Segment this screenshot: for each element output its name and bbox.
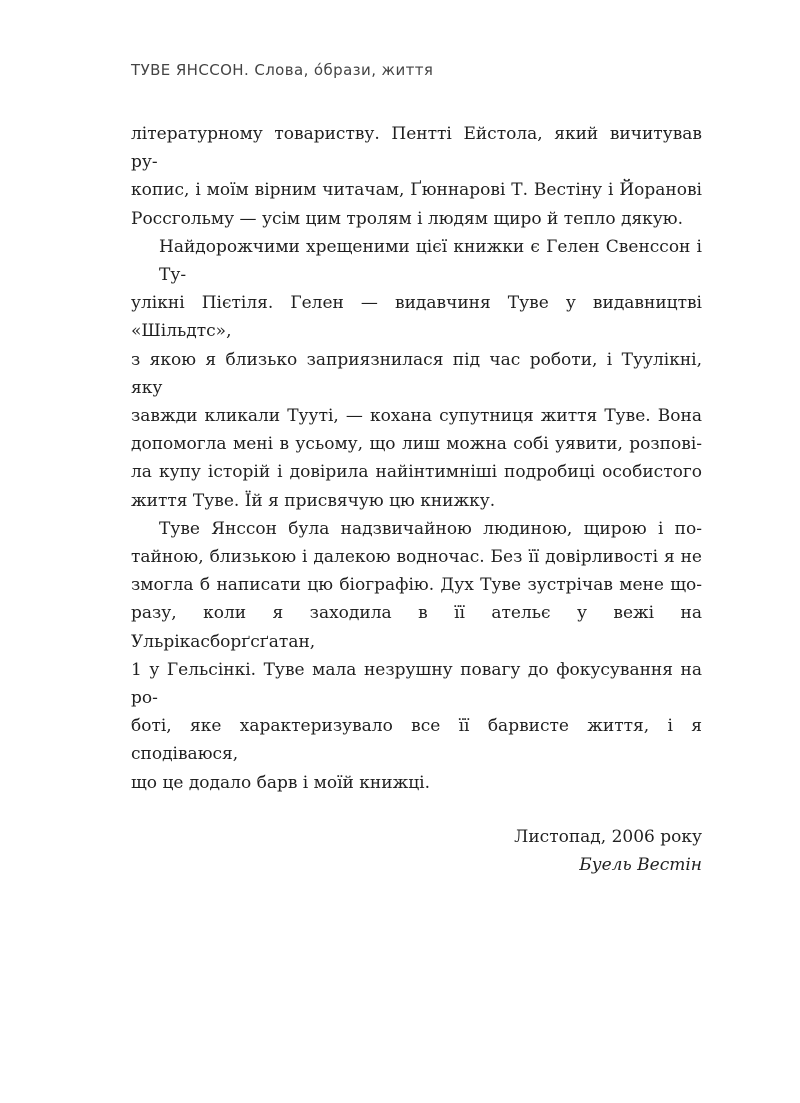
text-line: змогла б написати цю біографію. Дух Туве зустрічав мене що- bbox=[131, 575, 702, 596]
running-head bbox=[131, 61, 433, 79]
running-head-author: ТУВЕ ЯНССОН bbox=[131, 61, 244, 79]
text-line: тайною, близькою і далекою водночас. Без її довірливості я не bbox=[131, 547, 702, 568]
paragraph-tove bbox=[131, 515, 702, 797]
text-line: разу, коли я заходила в її ательє у вежі на Ульрікасборґсґатан, bbox=[131, 603, 702, 652]
text-line: Туве Янссон була надзвичайною людиною, щирою і по- bbox=[159, 518, 702, 539]
signoff-name: Буель Вестін bbox=[579, 855, 702, 876]
text-line: завжди кликали Тууті, — кохана супутниця життя Туве. Вона bbox=[131, 406, 702, 427]
text-line: улікні Пієтіля. Гелен — видавчиня Туве у видавництві «Шільдтс», bbox=[131, 293, 702, 342]
paragraph-godparents bbox=[131, 233, 702, 515]
text-line: що це додало барв і моїй книжці. bbox=[131, 772, 430, 793]
text-line: Россгольму — усім цим тролям і людям щиро й тепло дякую. bbox=[131, 208, 684, 229]
spacer bbox=[131, 797, 702, 823]
text-line: життя Туве. Їй я присвячую цю книжку. bbox=[131, 490, 496, 511]
paragraph-acknowledgements bbox=[131, 120, 702, 233]
body-text bbox=[131, 120, 702, 879]
text-line: літературному товариству. Пентті Ейстола, який вичитував ру- bbox=[131, 124, 702, 173]
text-line: Найдорожчими хрещеними цієї книжки є Гелен Свенссон і Ту- bbox=[159, 236, 702, 286]
running-head-subtitle: . Слова, о́брази, життя bbox=[243, 61, 434, 79]
text-line: з якою я близько заприязнилася під час роботи, і Туулікні, яку bbox=[131, 349, 702, 398]
text-line: 1 у Гельсінкі. Туве мала незрушну повагу до фокусування на ро- bbox=[131, 659, 702, 709]
signoff bbox=[131, 823, 702, 879]
text-line: боті, яке характеризувало все її барвисте життя, і я сподіваюся, bbox=[131, 716, 702, 765]
text-line: копис, і моїм вірним читачам, Ґюннарові Т. Вестіну і Йоранові bbox=[131, 180, 702, 201]
signoff-date: Листопад, 2006 року bbox=[514, 826, 702, 847]
text-line: ла купу історій і довірила найінтимніші подробиці особистого bbox=[131, 462, 702, 483]
text-line: допомогла мені в усьому, що лиш можна собі уявити, розпові- bbox=[131, 434, 702, 455]
